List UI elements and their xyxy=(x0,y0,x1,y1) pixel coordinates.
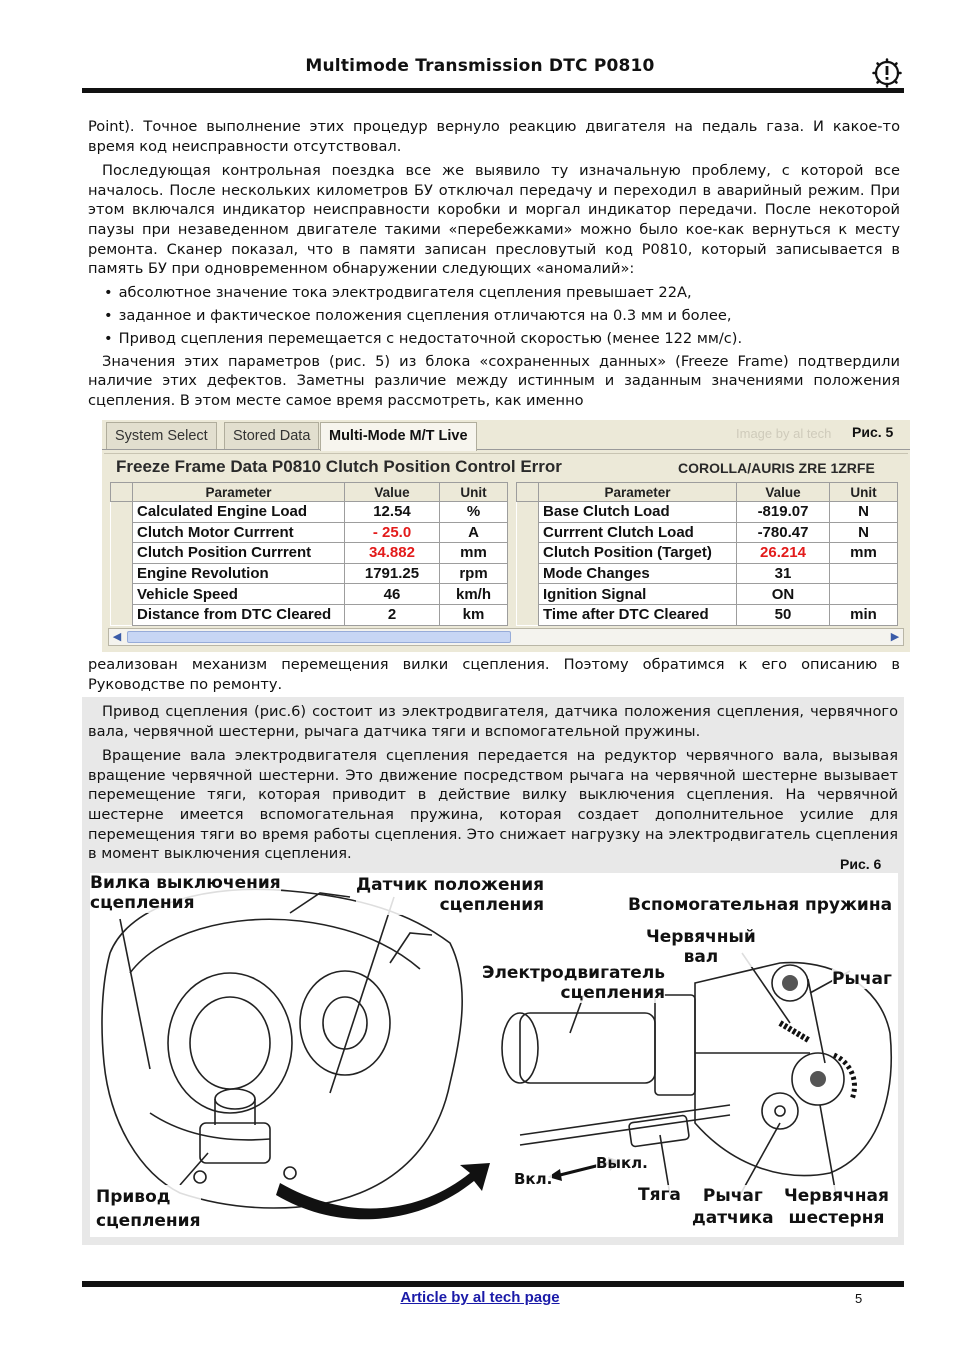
scanner-window xyxy=(102,420,910,652)
label-clutch-actuator xyxy=(96,1185,201,1233)
intro-text-block xyxy=(88,117,900,411)
param-name: Time after DTC Cleared xyxy=(539,604,737,625)
param-name: Mode Changes xyxy=(539,563,737,584)
table-row xyxy=(517,584,898,605)
intro-paragraph-1: Point). Точное выполнение этих процедур вернуло реакцию двигателя на педаль газа. И какое-то время код неисправности отсутствовал. xyxy=(88,118,900,155)
param-name: Clutch Motor Currrent xyxy=(133,522,345,543)
list-item: • абсолютное значение тока электродвигателя сцепления превышает 22А, xyxy=(104,281,900,304)
footer-divider xyxy=(82,1281,904,1287)
diagram-drawing xyxy=(90,873,898,1237)
param-unit: mm xyxy=(440,543,508,564)
param-value: 1791.25 xyxy=(345,563,440,584)
param-unit: mm xyxy=(830,543,898,564)
image-watermark: Image by al tech xyxy=(736,426,832,441)
column-header-parameter: Parameter xyxy=(539,483,737,502)
param-value: 12.54 xyxy=(345,502,440,523)
label-clutch-motor-text: Электродвигатель сцепления xyxy=(482,963,666,1003)
param-name: Clutch Position Currrent xyxy=(133,543,345,564)
table-row xyxy=(517,543,898,564)
tab-stored-data[interactable]: Stored Data xyxy=(224,422,319,449)
param-name: Base Clutch Load xyxy=(539,502,737,523)
param-value: 2 xyxy=(345,604,440,625)
param-unit: min xyxy=(830,604,898,625)
param-value-highlighted: - 25.0 xyxy=(345,522,440,543)
intro-paragraph-3: Значения этих параметров (рис. 5) из блока «сохраненных данных» (Freeze Frame) подтвердили наличие этих дефектов. Заметны различие между истинным и заданным значениями положения сцепления. В этом месте самое время рассмотреть, как именно xyxy=(88,352,900,409)
vehicle-label: COROLLA/AURIS ZRE 1ZRFE xyxy=(678,460,875,476)
table-row xyxy=(111,563,508,584)
table-row xyxy=(517,522,898,543)
label-worm-gear xyxy=(784,1185,889,1229)
figure-6-label: Рис. 6 xyxy=(840,856,882,872)
after-paragraph: реализован механизм перемещения вилки сцепления. Поэтому обратимся к его описанию в Руководстве по ремонту. xyxy=(88,656,900,693)
table-row xyxy=(111,502,508,523)
table-row xyxy=(111,604,508,625)
label-clutch-actuator-text: Привод сцепления xyxy=(96,1187,201,1231)
scroll-right-icon[interactable]: ▶ xyxy=(890,630,900,643)
column-header-unit: Unit xyxy=(440,483,508,502)
column-header-value: Value xyxy=(345,483,440,502)
table-row xyxy=(517,563,898,584)
freeze-frame-title: Freeze Frame Data P0810 Clutch Position Control Error xyxy=(116,457,562,476)
label-position-sensor xyxy=(356,875,544,915)
label-position-sensor-text: Датчик положения сцепления xyxy=(356,875,545,915)
column-header-parameter: Parameter xyxy=(133,483,345,502)
label-fork xyxy=(90,873,281,913)
table-row xyxy=(111,522,508,543)
param-unit: A xyxy=(440,522,508,543)
param-name: Vehicle Speed xyxy=(133,584,345,605)
horizontal-scrollbar[interactable] xyxy=(108,628,904,646)
table-row xyxy=(517,604,898,625)
tab-system-select[interactable]: System Select xyxy=(106,422,217,449)
clutch-actuator-diagram xyxy=(90,873,898,1237)
param-name: Distance from DTC Cleared xyxy=(133,604,345,625)
label-rod: Тяга xyxy=(638,1185,681,1205)
param-name: Ignition Signal xyxy=(539,584,737,605)
after-text-block xyxy=(88,655,900,694)
freeze-frame-table-right xyxy=(516,482,898,626)
label-worm-shaft xyxy=(646,927,756,967)
param-value: -819.07 xyxy=(737,502,830,523)
figure-5-label: Рис. 5 xyxy=(852,424,894,440)
tab-multimode-live[interactable]: Multi-Mode M/T Live xyxy=(320,422,477,451)
label-sensor-lever xyxy=(692,1185,774,1229)
label-on: Вкл. xyxy=(514,1170,553,1188)
param-name: Engine Revolution xyxy=(133,563,345,584)
scanner-tab-bar xyxy=(102,420,910,450)
freeze-frame-table-left xyxy=(110,482,508,626)
param-unit xyxy=(830,584,898,605)
actuator-text xyxy=(88,702,898,864)
param-unit: N xyxy=(830,502,898,523)
table-row xyxy=(111,584,508,605)
label-sensor-lever-text: Рычаг датчика xyxy=(692,1186,774,1228)
param-value: 46 xyxy=(345,584,440,605)
column-header-unit: Unit xyxy=(830,483,898,502)
intro-paragraph-2: Последующая контрольная поездка все же выявило ту изначальную проблему, с которой все началось. После нескольких километров БУ отключал передачу и переходил в аварийный режим. При этом включался индикатор неисправности коробки и моргал индикатор передачи. После некоторой паузы при незаведенном двигателе такими «перебежками» можно было кое-как вернуться к месту ремонта. Сканер показал, что в памяти записан пресловутый код P0810, который записывается в память БУ при одновременном обнаружении следующих «аномалий»: xyxy=(88,162,900,278)
actuator-paragraph-2: Вращение вала электродвигателя сцепления передается на редуктор червячного вала, вызывая вращение червячной шестерни. Это движение посредством рычага на червячной шестерне вызывает перемещение тяги, которая приводит в действие вилку выключения сцепления. На червячной шестерне имеется вспомогательная пружина, которая создает дополнительное усилие для перемещения тяги во время работы сцепления. Это снижает нагрузку на электродвигатель сцепления в момент выключения сцепления. xyxy=(88,747,898,863)
table-row xyxy=(517,502,898,523)
param-value: -780.47 xyxy=(737,522,830,543)
param-unit: % xyxy=(440,502,508,523)
param-value: 31 xyxy=(737,563,830,584)
column-header-value: Value xyxy=(737,483,830,502)
list-item: • Привод сцепления перемещается с недостаточной скоростью (менее 122 мм/с). xyxy=(104,327,900,350)
table-row xyxy=(111,543,508,564)
article-link[interactable]: Article by al tech page xyxy=(400,1289,560,1306)
label-off: Выкл. xyxy=(596,1154,648,1172)
label-worm-shaft-text: Червячный вал xyxy=(646,927,756,967)
gear-warning-icon xyxy=(872,58,902,88)
param-value: 50 xyxy=(737,604,830,625)
label-assist-spring: Вспомогательная пружина xyxy=(628,895,893,915)
label-lever: Рычаг xyxy=(832,969,892,989)
header-divider xyxy=(82,88,904,93)
actuator-paragraph-1: Привод сцепления (рис.6) состоит из электродвигателя, датчика положения сцепления, червячного вала, червячной шестерни, рычага датчика тяги и вспомогательной пружины. xyxy=(88,703,898,740)
param-name: Clutch Position (Target) xyxy=(539,543,737,564)
param-value-highlighted: 26.214 xyxy=(737,543,830,564)
label-worm-gear-text: Червячная шестерня xyxy=(784,1186,889,1228)
param-unit xyxy=(830,563,898,584)
divider xyxy=(104,453,908,454)
actuator-description-box xyxy=(82,697,904,1245)
page-number: 5 xyxy=(855,1291,863,1306)
param-unit: km/h xyxy=(440,584,508,605)
param-value: ON xyxy=(737,584,830,605)
param-value-highlighted: 34.882 xyxy=(345,543,440,564)
scroll-left-icon[interactable]: ◀ xyxy=(112,630,122,643)
param-unit: N xyxy=(830,522,898,543)
list-item: • заданное и фактическое положения сцепления отличаются на 0.3 мм и более, xyxy=(104,304,900,327)
param-unit: km xyxy=(440,604,508,625)
page-header-title: Multimode Transmission DTC P0810 xyxy=(305,56,655,76)
param-name: Currrent Clutch Load xyxy=(539,522,737,543)
label-clutch-motor xyxy=(482,963,665,1003)
anomaly-list xyxy=(88,281,900,350)
label-fork-text: Вилка выключения сцепления xyxy=(90,873,281,913)
scroll-thumb[interactable] xyxy=(127,631,511,643)
param-name: Calculated Engine Load xyxy=(133,502,345,523)
param-unit: rpm xyxy=(440,563,508,584)
